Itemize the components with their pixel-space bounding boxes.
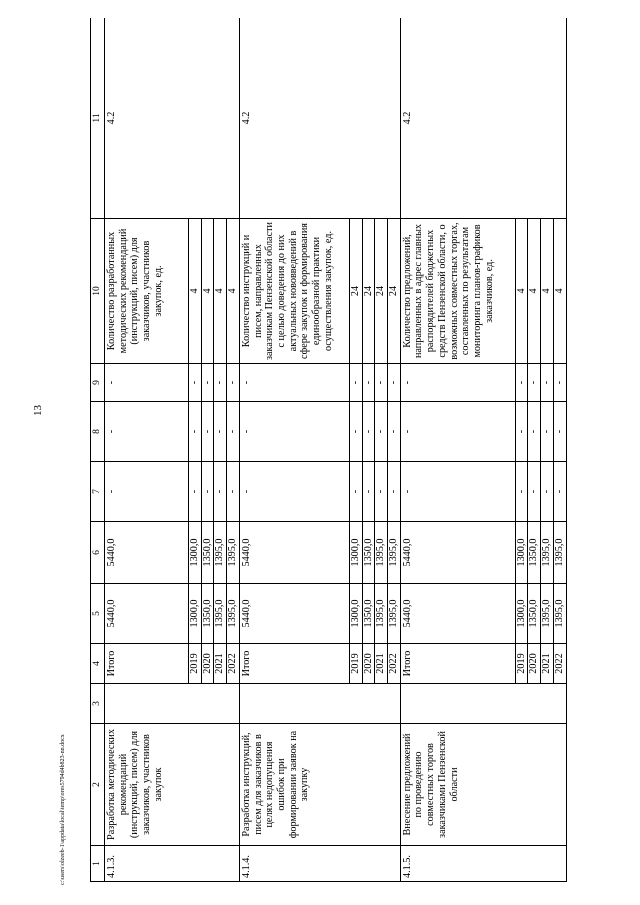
year: 2022 [553,644,566,684]
year-c7: - [362,462,375,522]
total-c8: - [239,402,349,462]
total-c6: 5440,0 [105,522,189,584]
year-c10: 24 [362,219,375,364]
total-c6: 5440,0 [400,522,515,584]
total-c8: - [400,402,515,462]
year-c7: - [515,462,528,522]
total-label: Итого [105,644,189,684]
year-c6: 1395,0 [214,522,227,584]
year: 2019 [349,644,362,684]
total-c9: - [400,364,515,402]
year-c10: 4 [189,219,202,364]
year-c6: 1300,0 [515,522,528,584]
col-num: 8 [91,402,105,462]
table-row-total [400,18,515,882]
year-c7: - [528,462,541,522]
year-c10: 24 [388,219,401,364]
year-c6: 1300,0 [189,522,202,584]
file-path: c:\users\olzeeb-1\appdata\local\temp\ores5794d4b823-nn.docx [60,734,66,885]
year: 2019 [189,644,202,684]
year-c10: 4 [515,219,528,364]
table-row-total [239,18,349,882]
year-c8: - [375,402,388,462]
year-c10: 4 [227,219,240,364]
year-c9: - [189,364,202,402]
year-c5: 1395,0 [375,584,388,644]
col-num: 4 [91,644,105,684]
year-c5: 1350,0 [362,584,375,644]
item-col3 [400,684,566,724]
total-label: Итого [400,644,515,684]
col-num: 9 [91,364,105,402]
year-c8: - [189,402,202,462]
ref-number: 4.2 [400,18,566,219]
col-num: 10 [91,219,105,364]
year-c8: - [541,402,554,462]
year: 2020 [528,644,541,684]
year-c9: - [349,364,362,402]
item-name: Разработка инструкций, писем для заказчиков в целях недопущения ошибок при формировании заявок на закупку [239,724,400,846]
year-c6: 1350,0 [362,522,375,584]
year-c8: - [388,402,401,462]
year-c8: - [227,402,240,462]
item-name: Внесение предложений по проведению совместных торгов заказчиками Пензенской области [400,724,566,846]
year: 2019 [515,644,528,684]
col-num: 2 [91,724,105,846]
year-c6: 1350,0 [201,522,214,584]
year-c5: 1395,0 [541,584,554,644]
year-c5: 1300,0 [515,584,528,644]
year-c8: - [214,402,227,462]
ref-number: 4.2 [105,18,240,219]
total-c5: 5440,0 [400,584,515,644]
total-c7: - [239,462,349,522]
year-c10: 4 [214,219,227,364]
year-c5: 1350,0 [201,584,214,644]
col-num: 1 [91,846,105,882]
year-c6: 1395,0 [375,522,388,584]
col-num: 11 [91,18,105,219]
year-c8: - [515,402,528,462]
page-number: 13 [32,405,44,416]
year-c8: - [553,402,566,462]
year: 2022 [388,644,401,684]
year-c7: - [553,462,566,522]
year-c8: - [201,402,214,462]
year-c5: 1300,0 [349,584,362,644]
year-c7: - [189,462,202,522]
table-row-total [105,18,189,882]
total-c8: - [105,402,189,462]
year-c9: - [362,364,375,402]
year-c6: 1395,0 [227,522,240,584]
year-c5: 1350,0 [528,584,541,644]
col-num: 3 [91,684,105,724]
year-c6: 1350,0 [528,522,541,584]
total-label: Итого [239,644,349,684]
indicator-text: Количество разработанных методических рекомендаций (инструкций, писем) для заказчиков, участников закупок, ед. [105,219,189,364]
year-c6: 1395,0 [553,522,566,584]
total-c9: - [239,364,349,402]
year-c8: - [349,402,362,462]
year: 2020 [201,644,214,684]
ref-number: 4.2 [239,18,400,219]
year-c7: - [214,462,227,522]
year-c7: - [201,462,214,522]
year-c9: - [528,364,541,402]
year-c9: - [375,364,388,402]
item-code: 4.1.3. [105,846,240,882]
year: 2022 [227,644,240,684]
total-c6: 5440,0 [239,522,349,584]
year-c10: 24 [349,219,362,364]
col-num: 5 [91,584,105,644]
year-c9: - [201,364,214,402]
year: 2021 [541,644,554,684]
year-c6: 1300,0 [349,522,362,584]
year: 2021 [375,644,388,684]
col-num: 7 [91,462,105,522]
year-c9: - [515,364,528,402]
indicator-text: Количество предложений, направленных в адрес главных распорядителей бюджетных средств Пензенской области, о возможных совместных торгах, составленных по результатам мониторинга планов-графиков заказчиков, ед. [400,219,515,364]
year-c8: - [362,402,375,462]
year-c10: 4 [553,219,566,364]
year-c10: 4 [541,219,554,364]
year-c10: 24 [375,219,388,364]
item-col3 [105,684,240,724]
item-col3 [239,684,400,724]
year-c10: 4 [201,219,214,364]
year: 2020 [362,644,375,684]
total-c5: 5440,0 [105,584,189,644]
year-c6: 1395,0 [541,522,554,584]
col-num: 6 [91,522,105,584]
total-c7: - [400,462,515,522]
indicator-text: Количество инструкций и писем, направленных заказчикам Пензенской области с целью доведения до них актуальных нововведений в сфере закупок и формирования единообразной практики осуществления закупок, ед. [239,219,349,364]
year-c7: - [388,462,401,522]
year-c10: 4 [528,219,541,364]
item-code: 4.1.4. [239,846,400,882]
total-c9: - [105,364,189,402]
rotated-table-area [90,18,606,882]
year-c9: - [388,364,401,402]
year-c5: 1395,0 [553,584,566,644]
program-table [90,18,567,882]
year-c7: - [349,462,362,522]
item-name: Разработка методических рекомендаций (инструкций, писем) для заказчиков, участников закупок [105,724,240,846]
column-number-row [91,18,105,882]
year-c5: 1395,0 [214,584,227,644]
year-c9: - [553,364,566,402]
year-c7: - [375,462,388,522]
year-c6: 1395,0 [388,522,401,584]
total-c7: - [105,462,189,522]
year-c5: 1395,0 [227,584,240,644]
year-c8: - [528,402,541,462]
total-c5: 5440,0 [239,584,349,644]
year-c9: - [227,364,240,402]
item-code: 4.1.5. [400,846,566,882]
year-c9: - [541,364,554,402]
year-c7: - [541,462,554,522]
year-c5: 1300,0 [189,584,202,644]
year-c7: - [227,462,240,522]
year-c9: - [214,364,227,402]
year-c5: 1395,0 [388,584,401,644]
year: 2021 [214,644,227,684]
